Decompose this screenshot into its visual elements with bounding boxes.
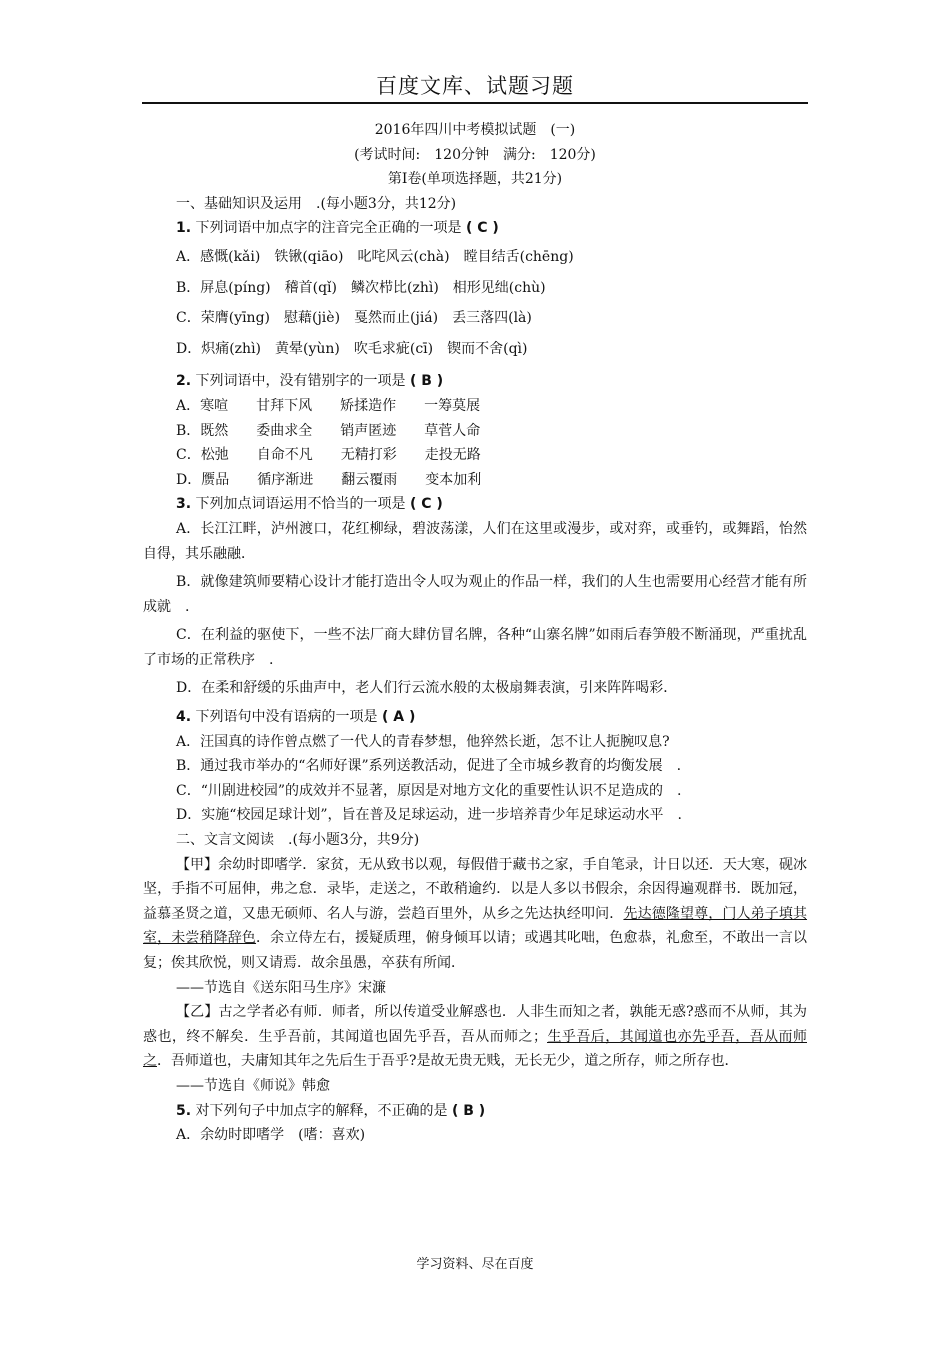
q1-option-a: A．感慨(kǎi) 铁锹(qiāo) 叱咤风云(chà) 瞠目结舌(chēng) — [176, 248, 574, 265]
question-4-stem — [143, 705, 807, 730]
q1-option-b: B．屏息(píng) 稽首(qǐ) 鳞次栉比(zhì) 相形见绌(chù) — [176, 279, 546, 296]
question-number: 3. — [176, 496, 192, 513]
q4-option-d: D．实施“校园足球计划”，旨在普及足球运动，进一步培养青少年足球运动水平 . — [176, 807, 682, 824]
question-answer: ( A ) — [381, 709, 416, 726]
question-answer: ( C ) — [409, 496, 443, 513]
question-number: 2. — [176, 373, 192, 390]
exam-title: 2016年四川中考模拟试题 (一) — [374, 122, 576, 138]
q4-option-a: A．汪国真的诗作曾点燃了一代人的青春梦想，他猝然长逝，怎不让人扼腕叹息? — [176, 733, 670, 750]
q1-option-d: D．炽痛(zhì) 黄晕(yùn) 吹毛求疵(cī) 锲而不舍(qì) — [176, 340, 528, 357]
q4-option-c: C．“川剧进校园”的成效并不显著，原因是对地方文化的重要性认识不足造成的 . — [176, 782, 682, 799]
passage-yi-underlined: 生乎吾后，其闻道也亦先乎吾，吾从而师之 — [143, 1028, 807, 1070]
document-body — [143, 118, 807, 1148]
passage-yi-text-1: 【乙】古之学者必有师．师者，所以传道受业解惑也．人非生而知之者，孰能无惑?惑而不从师，其为惑也，终不解矣．生乎吾前，其闻道也固先乎吾，吾从而师之； — [143, 1004, 807, 1045]
passage-jia-source: ——节选自《送东阳马生序》宋濂 — [176, 979, 386, 996]
passage-jia-underlined: 先达德隆望尊，门人弟子填其室，未尝稍降辞色 — [143, 905, 808, 947]
question-number: 5. — [176, 1102, 192, 1119]
q1-option-c: C．荣膺(yīng) 慰藉(jiè) 戛然而止(jiá) 丢三落四(là) — [176, 310, 532, 327]
q3-option-b: B．就像建筑师要精心设计才能打造出令人叹为观止的作品一样，我们的人生也需要用心经营才能有所成就 . — [143, 574, 807, 615]
question-text: 下列词语中加点字的注音完全正确的一项是 — [195, 220, 462, 237]
q3-option-c: C．在利益的驱使下，一些不法厂商大肆仿冒名牌，各种“山寨名牌”如雨后春笋般不断涌现，严重扰乱了市场的正常秩序 . — [143, 627, 807, 668]
question-answer: ( C ) — [465, 220, 499, 237]
q2-option-d: D．赝品 循序渐进 翻云覆雨 变本加利 — [176, 471, 482, 488]
q3-option-a: A．长江江畔，泸州渡口，花红柳绿，碧波荡漾，人们在这里或漫步，或对弈，或垂钓，或舞蹈，怡然自得，其乐融融． — [143, 520, 807, 562]
passage-yi-source: ——节选自《师说》韩愈 — [176, 1077, 330, 1094]
question-answer: ( B ) — [451, 1102, 486, 1119]
question-answer: ( B ) — [409, 373, 444, 390]
q4-option-b: B．通过我市举办的“名师好课”系列送教活动，促进了全市城乡教育的均衡发展 . — [176, 758, 682, 775]
q2-option-b: B．既然 委曲求全 销声匿迹 草菅人命 — [176, 422, 481, 439]
question-text: 下列语句中没有语病的一项是 — [195, 709, 378, 726]
question-text: 下列加点词语运用不恰当的一项是 — [195, 496, 406, 513]
passage-yi-text-2: ．吾师道也，夫庸知其年之先后生于吾乎?是故无贵无贱，无长无少，道之所存，师之所存也． — [157, 1053, 739, 1070]
q3-option-d: D．在柔和舒缓的乐曲声中，老人们行云流水般的太极扇舞表演，引来阵阵喝彩． — [176, 680, 678, 697]
passage-yi — [143, 1000, 807, 1074]
question-2-stem — [143, 369, 807, 394]
q5-option-a: A．余幼时即嗜学 (嗜：喜欢) — [176, 1127, 366, 1144]
section1-heading: 一、基础知识及运用 .(每小题3分，共12分) — [176, 195, 457, 212]
question-3-stem — [143, 492, 807, 517]
q2-option-c: C．松弛 自命不凡 无精打彩 走投无路 — [176, 447, 481, 464]
section2-heading: 二、文言文阅读 .(每小题3分，共9分) — [176, 832, 420, 849]
question-5-stem — [143, 1099, 807, 1124]
header-divider — [142, 102, 808, 104]
question-text: 对下列句子中加点字的解释，不正确的是 — [195, 1102, 448, 1119]
exam-meta: (考试时间: 120分钟 满分: 120分) — [354, 146, 596, 163]
page-footer: 学习资料、尽在百度 — [416, 1257, 534, 1272]
question-number: 1. — [176, 220, 192, 237]
passage-jia-text-2: ．余立侍左右，援疑质理，俯身倾耳以请；或遇其叱咄，色愈恭，礼愈至，不敢出一言以复；俟其欣悦，则又请焉．故余虽愚，卒获有所闻． — [143, 930, 808, 971]
question-text: 下列词语中，没有错别字的一项是 — [195, 373, 406, 390]
question-1-stem — [143, 216, 807, 241]
passage-jia-text-1: 【甲】余幼时即嗜学．家贫，无从致书以观，每假借于藏书之家，手自笔录，计日以还．天大寒，砚冰坚，手指不可屈伸，弗之怠．录毕，走送之，不敢稍逾约．以是人多以书假余，余因得遍观群书．既加冠，益慕圣贤之道，又患无硕师、名人与游，尝趋百里外，从乡之先达执经叩问． — [143, 856, 807, 922]
q2-option-a: A．寒喧 甘拜下风 矫揉造作 一筹莫展 — [176, 397, 481, 414]
page-header-title: 百度文库、试题习题 — [376, 74, 574, 98]
passage-jia — [143, 853, 807, 976]
question-number: 4. — [176, 709, 192, 726]
exam-volume: 第Ⅰ卷(单项选择题，共21分) — [387, 171, 563, 188]
